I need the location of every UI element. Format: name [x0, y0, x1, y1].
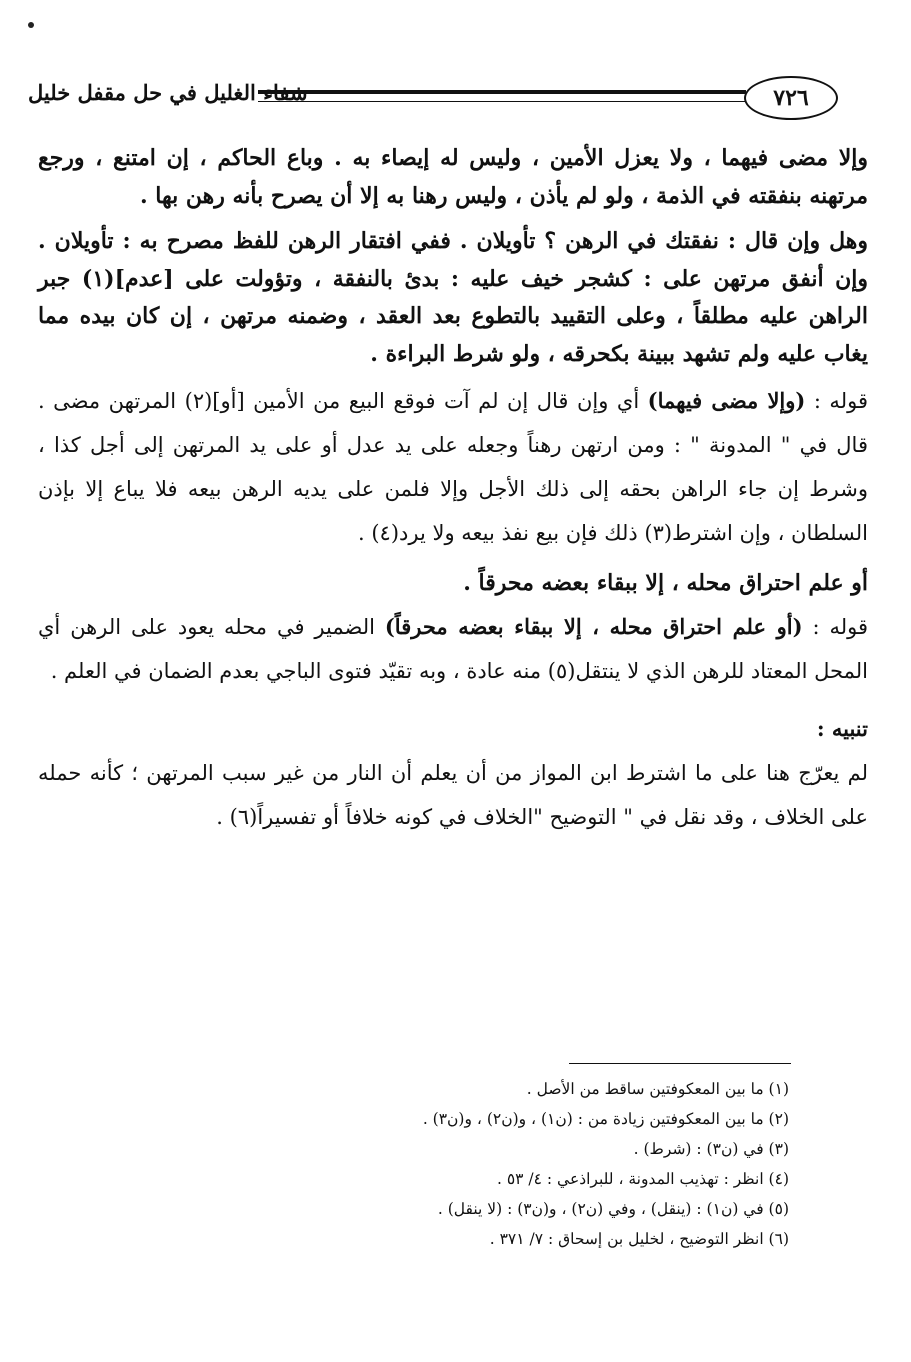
footnote-separator: [569, 1063, 791, 1064]
commentary-paragraph-2: [38, 605, 868, 693]
tanbih-text: لم يعرّج هنا على ما اشترط ابن المواز من أن يعلم أن النار من غير سبب المرتهن ؛ كأنه حمله على الخلاف ، وقد نقل في " التوضيح "الخلاف في كونه خلافاً أو تفسيراً(٦) .: [38, 761, 868, 829]
footnote-1: (١) ما بين المعكوفتين ساقط من الأصل .: [526, 1080, 789, 1098]
footnotes: [89, 1074, 789, 1254]
page-number: ٧٢٦: [744, 76, 838, 120]
header-rule: [258, 90, 746, 102]
book-title: شفاء الغليل في حل مقفل خليل: [28, 80, 308, 105]
footnote-2: (٢) ما بين المعكوفتين زيادة من : (ن١) ، و(ن٢) ، و(ن٣) .: [422, 1110, 789, 1128]
commentary-prefix: قوله :: [805, 389, 868, 413]
matn-paragraph-1: وإلا مضى فيهما ، ولا يعزل الأمين ، وليس له إيصاء به . وباع الحاكم ، إن امتنع ، ورجع مرتهنه بنفقته في الذمة ، ولو لم يأذن ، وليس رهنا به إلا أن يصرح بأنه رهن بها .: [38, 145, 868, 209]
footnote-6: (٦) انظر التوضيح ، لخليل بن إسحاق : ٧/ ٣٧١ .: [489, 1230, 789, 1248]
tanbih-heading: تنبيه :: [816, 716, 868, 741]
matn-paragraph-2: وهل وإن قال : نفقتك في الرهن ؟ تأويلان . ففي افتقار الرهن للفظ مصرح به : تأويلان . وإن أنفق مرتهن على : كشجر خيف عليه : بدئ بالنفقة ، وتؤولت على [عدم](١) جبر الراهن عليه مطلقاً ، وعلى التقييد بالتطوع بعد العقد ، وضمنه مرتهن ، إن كان بيده مما يغاب عليه ولم تشهد ببينة بكحرقه ، ولو شرط البراءة .: [38, 228, 868, 367]
commentary-prefix: قوله :: [802, 615, 868, 639]
commentary-quote: (أو علم احتراق محله ، إلا ببقاء بعضه محرقاً): [384, 614, 803, 639]
footnote-3: (٣) في (ن٣) : (شرط) .: [633, 1140, 789, 1158]
page-body: [38, 140, 868, 839]
commentary-text: الضمير في محله يعود على الرهن أي المحل المعتاد للرهن الذي لا ينتقل(٥) منه عادة ، وبه تقيّد فتوى الباجي بعدم الضمان في العلم .: [38, 615, 868, 683]
commentary-paragraph-1: [38, 379, 868, 555]
commentary-text: أي وإن قال إن لم آت فوقع البيع من الأمين [أو](٢) المرتهن مضى . قال في " المدونة " : ومن ارتهن رهناً وجعله على يد عدل أو على يد المرتهن إلى أجل كذا ، وشرط إن جاء الراهن بحقه إلى ذلك الأجل وإلا فلمن على يديه الرهن بيعه فلا يباع إلا بإذن السلطان ، وإن اشترط(٣) ذلك فإن بيع نفذ بيعه ولا يرد(٤) .: [38, 389, 868, 545]
matn-paragraph-3: أو علم احتراق محله ، إلا ببقاء بعضه محرقاً .: [463, 570, 868, 596]
page-header: [28, 72, 838, 122]
footnote-5: (٥) في (ن١) : (ينقل) ، وفي (ن٢) ، و(ن٣) : (لا ينقل) .: [437, 1200, 789, 1218]
commentary-quote: (وإلا مضى فيهما): [647, 388, 806, 413]
footnote-4: (٤) انظر : تهذيب المدونة ، للبراذعي : ٤/ ٥٣ .: [496, 1170, 789, 1188]
scan-mark: [28, 22, 34, 28]
